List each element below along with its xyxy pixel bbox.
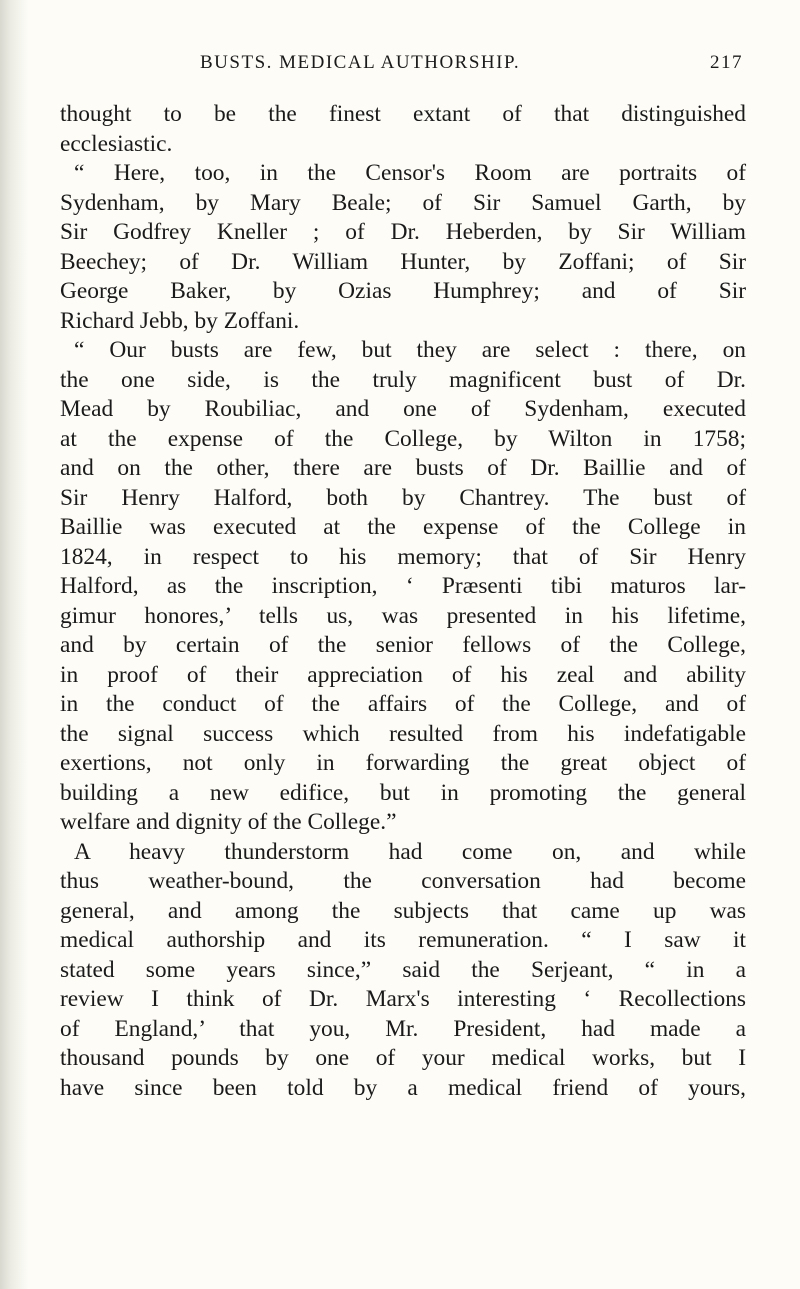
binding-shadow [0, 0, 28, 1289]
text-line: general, and among the subjects that came up was [60, 897, 746, 924]
text-line: stated some years since,” said the Serjeant, “ in a [60, 956, 746, 983]
text-line: in the conduct of the affairs of the College, and of [60, 691, 746, 717]
running-head-title: BUSTS. MEDICAL AUTHORSHIP. [200, 52, 521, 73]
text-line: “ Here, too, in the Censor's Room are portraits of [74, 160, 746, 186]
text-line: the signal success which resulted from his indefatigable [60, 720, 746, 747]
text-line: building a new edifice, but in promoting the general [60, 779, 746, 806]
text-line: 1824, in respect to his memory; that of Sir Henry [60, 543, 746, 570]
text-line: in proof of their appreciation of his zeal and ability [60, 661, 746, 688]
text-line: ecclesiastic. [60, 130, 173, 157]
body-text [60, 100, 746, 1103]
text-line: and on the other, there are busts of Dr. Baillie and of [60, 455, 746, 481]
text-line: gimur honores,’ tells us, was presented in his lifetime, [60, 602, 746, 629]
text-line: Richard Jebb, by Zoffani. [60, 307, 300, 334]
text-line: review I think of Dr. Marx's interesting ‘ Recollections [60, 986, 746, 1012]
text-line: medical authorship and its remuneration. “ I saw it [60, 927, 746, 953]
text-line: Sydenham, by Mary Beale; of Sir Samuel Garth, by [60, 189, 746, 216]
text-line: exertions, not only in forwarding the great object of [60, 750, 746, 776]
text-line: George Baker, by Ozias Humphrey; and of Sir [60, 278, 746, 304]
text-line: Mead by Roubiliac, and one of Sydenham, executed [60, 396, 746, 422]
text-line: thought to be the finest extant of that distinguished [60, 101, 746, 127]
page-number: 217 [710, 52, 743, 73]
text-line: have since been told by a medical friend of yours, [60, 1074, 746, 1101]
text-line: thousand pounds by one of your medical works, but I [60, 1045, 746, 1071]
text-line: Sir Godfrey Kneller ; of Dr. Heberden, by Sir William [60, 219, 746, 245]
text-line: Halford, as the inscription, ‘ Præsenti tibi maturos lar- [60, 573, 746, 599]
text-line: Baillie was executed at the expense of the College in [60, 514, 746, 540]
text-line: welfare and dignity of the College.” [60, 809, 397, 835]
text-line: at the expense of the College, by Wilton in 1758; [60, 425, 746, 452]
text-line: the one side, is the truly magnificent bust of Dr. [60, 366, 746, 393]
text-line: Sir Henry Halford, both by Chantrey. The bust of [60, 484, 746, 511]
text-line: thus weather-bound, the conversation had become [60, 868, 746, 894]
text-line: “ Our busts are few, but they are select : there, on [74, 337, 746, 363]
text-line: A heavy thunderstorm had come on, and while [74, 838, 746, 865]
text-line: of England,’ that you, Mr. President, had made a [60, 1015, 746, 1042]
text-line: and by certain of the senior fellows of the College, [60, 632, 746, 658]
text-line: Beechey; of Dr. William Hunter, by Zoffani; of Sir [60, 248, 746, 275]
